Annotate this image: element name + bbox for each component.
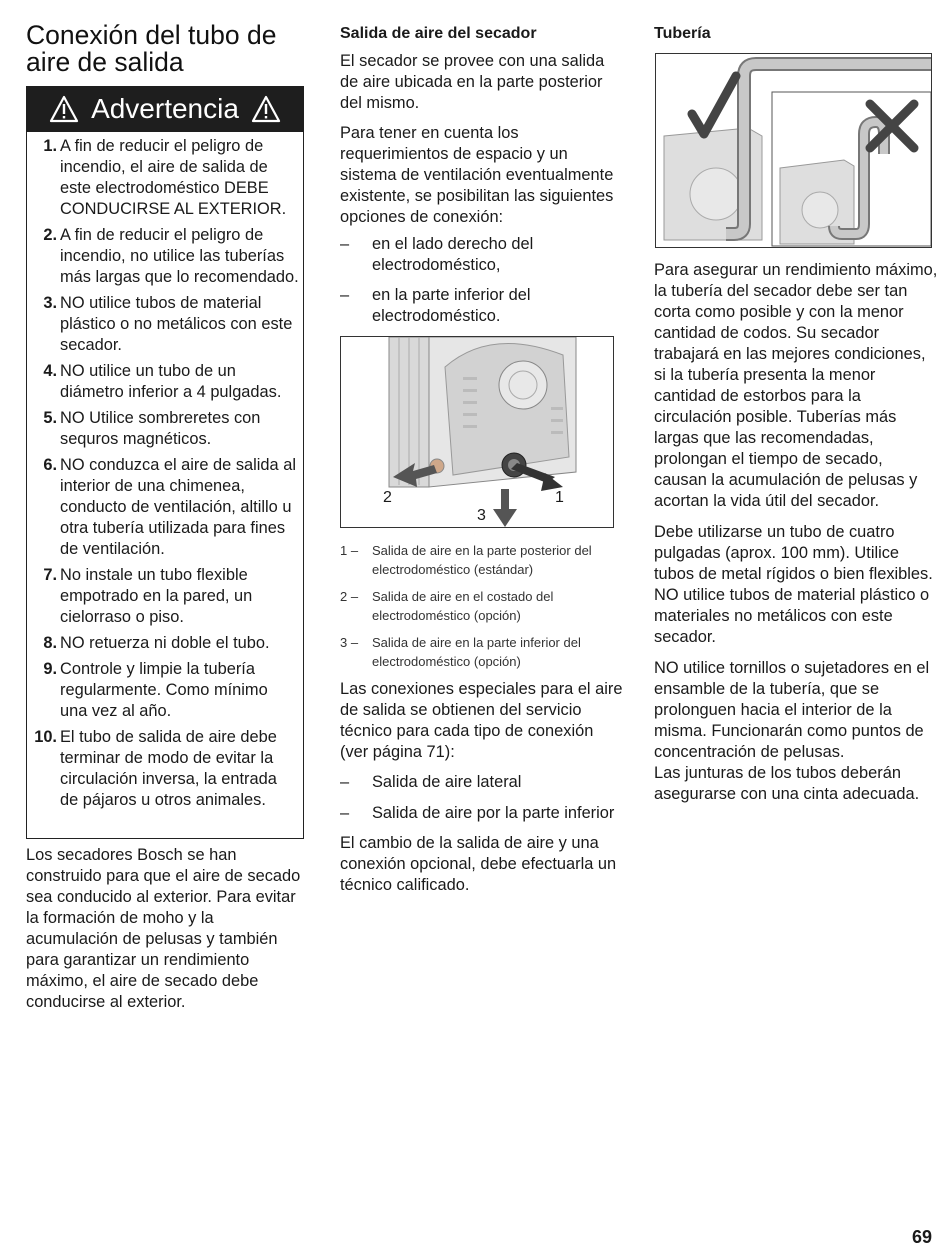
item-text: NO Utilice sombreretes con sequros magnéticos. xyxy=(60,409,261,448)
item-text: NO utilice un tubo de un diámetro inferior a 4 pulgadas. xyxy=(60,362,282,401)
piping-section xyxy=(654,260,939,805)
title-line-1: Conexión del tubo de xyxy=(26,20,277,50)
caption-number: 2 – xyxy=(340,589,359,604)
item-text: No instale un tubo flexible empotrado en la pared, un cielorraso o piso. xyxy=(60,566,253,626)
caption-text: Salida de aire en el costado del electrodoméstico (opción) xyxy=(372,589,554,623)
option-item: – en el lado derecho del electrodoméstico, xyxy=(340,235,534,274)
warning-item xyxy=(27,225,303,288)
item-text: El tubo de salida de aire debe terminar de modo de evitar la circulación inversa, la entrada de pájaros u otros animales. xyxy=(60,728,277,809)
connection-text: Salida de aire lateral xyxy=(372,773,522,791)
figure-captions xyxy=(340,541,625,671)
item-text: Controle y limpie la tubería regularmente. Como mínimo una vez al año. xyxy=(60,660,268,720)
caption-text: Salida de aire en la parte posterior del electrodoméstico (estándar) xyxy=(372,543,592,577)
dryer-back-illustration xyxy=(341,337,613,527)
option-item: – en la parte inferior del electrodoméstico. xyxy=(340,286,531,325)
caption-number: 1 – xyxy=(340,543,359,558)
intro-paragraph: Los secadores Bosch se han construido para que el aire de secado sea conducido al exterior. Para evitar la formación de moho y la acumulación de pelusas y también para garantizar un rendimiento máximo, el aire de secado debe conducirse al exterior. xyxy=(26,846,301,1011)
figure-label-3: 3 xyxy=(477,507,486,524)
warning-item xyxy=(27,659,303,722)
item-number: 3. xyxy=(43,294,57,312)
caption-number: 3 – xyxy=(340,635,359,650)
warning-item xyxy=(27,361,303,403)
item-number: 6. xyxy=(43,456,57,474)
item-number: 8. xyxy=(43,634,57,652)
outlet-paragraph: Para tener en cuenta los requerimientos de espacio y un sistema de ventilación eventualmente existente, se posibilitan las siguientes opciones de conexión: xyxy=(340,124,614,226)
item-number: 1. xyxy=(43,137,57,155)
connection-text: Salida de aire por la parte inferior xyxy=(372,804,615,822)
section-heading-outlet: Salida de aire del secador xyxy=(340,25,537,42)
piping-paragraph: Debe utilizarse un tubo de cuatro pulgadas (aprox. 100 mm). Utilice tubos de metal rígidos o bien flexibles. NO utilice tubos de material plástico o materiales no metálicos con este secador. xyxy=(654,523,933,646)
connections-section xyxy=(340,679,625,896)
item-text: A fin de reducir el peligro de incendio, el aire de salida de este electrodoméstico DEBE CONDUCIRSE AL EXTERIOR. xyxy=(60,137,287,218)
item-number: 7. xyxy=(43,566,57,584)
warning-triangle-icon xyxy=(49,95,79,123)
connection-item: – Salida de aire lateral xyxy=(340,773,522,791)
caption-item xyxy=(340,633,625,671)
outlet-paragraph: El secador se provee con una salida de aire ubicada en la parte posterior del mismo. xyxy=(340,52,605,112)
page-title xyxy=(26,22,276,76)
figure-label-2: 2 xyxy=(383,489,392,506)
warning-list xyxy=(27,136,303,816)
connections-paragraph: Las conexiones especiales para el aire de salida se obtienen del servicio técnico para cada tipo de conexión (ver página 71): xyxy=(340,680,623,761)
figure-label-1: 1 xyxy=(555,489,564,506)
warning-triangle-icon xyxy=(251,95,281,123)
warning-item xyxy=(27,633,303,654)
dryer-outlet-figure xyxy=(340,336,614,528)
warning-item xyxy=(27,565,303,628)
item-number: 4. xyxy=(43,362,57,380)
item-number: 5. xyxy=(43,409,57,427)
warning-item xyxy=(27,455,303,560)
item-number: 2. xyxy=(43,226,57,244)
technician-paragraph: El cambio de la salida de aire y una conexión opcional, debe efectuarla un técnico calificado. xyxy=(340,834,617,894)
piping-paragraph: Para asegurar un rendimiento máximo, la tubería del secador debe ser tan corta como posible y con la menor cantidad de codos. Su secador trabajará en las mejores condiciones, si la tubería presenta la menor cantidad de estorbos para la circulación posible. Tuberías más largas que las recomendadas, prolongan el tiempo de secado, causan la acumulación de pelusas y acortan la vida útil del secador. xyxy=(654,261,938,510)
item-text: A fin de reducir el peligro de incendio, no utilice las tuberías más largas que lo recomendado. xyxy=(60,226,299,286)
item-number: 9. xyxy=(43,660,57,678)
warning-box xyxy=(26,132,304,839)
warning-label: Advertencia xyxy=(91,93,239,124)
item-text: NO retuerza ni doble el tubo. xyxy=(60,634,270,652)
option-text: en el lado derecho del electrodoméstico, xyxy=(372,235,534,274)
piping-illustration xyxy=(656,54,931,247)
outlet-section xyxy=(340,51,625,327)
page-number: 69 xyxy=(911,1227,932,1247)
option-text: en la parte inferior del electrodoméstico. xyxy=(372,286,531,325)
warning-header xyxy=(26,86,304,132)
item-text: NO conduzca el aire de salida al interior de una chimenea, conducto de ventilación, altillo u otra tubería utilizada para fines de ventilación. xyxy=(60,456,296,558)
warning-item xyxy=(27,136,303,220)
caption-text: Salida de aire en la parte inferior del electrodoméstico (opción) xyxy=(372,635,581,669)
warning-item xyxy=(27,408,303,450)
warning-item xyxy=(27,293,303,356)
piping-figure xyxy=(655,53,932,248)
caption-item xyxy=(340,587,625,625)
item-text: NO utilice tubos de material plástico o no metálicos con este secador. xyxy=(60,294,293,354)
caption-item xyxy=(340,541,625,579)
section-heading-piping: Tubería xyxy=(654,25,711,42)
warning-item xyxy=(27,727,303,811)
item-number: 10. xyxy=(34,728,57,746)
title-line-2: aire de salida xyxy=(26,47,184,77)
piping-paragraph: Las junturas de los tubos deberán asegurarse con una cinta adecuada. xyxy=(654,764,920,803)
connection-item: – Salida de aire por la parte inferior xyxy=(340,804,615,822)
piping-paragraph: NO utilice tornillos o sujetadores en el ensamble de la tubería, que se prolonguen hacia el interior de la misma. Funcionarán como puntos de concentración de pelusas. xyxy=(654,659,930,761)
